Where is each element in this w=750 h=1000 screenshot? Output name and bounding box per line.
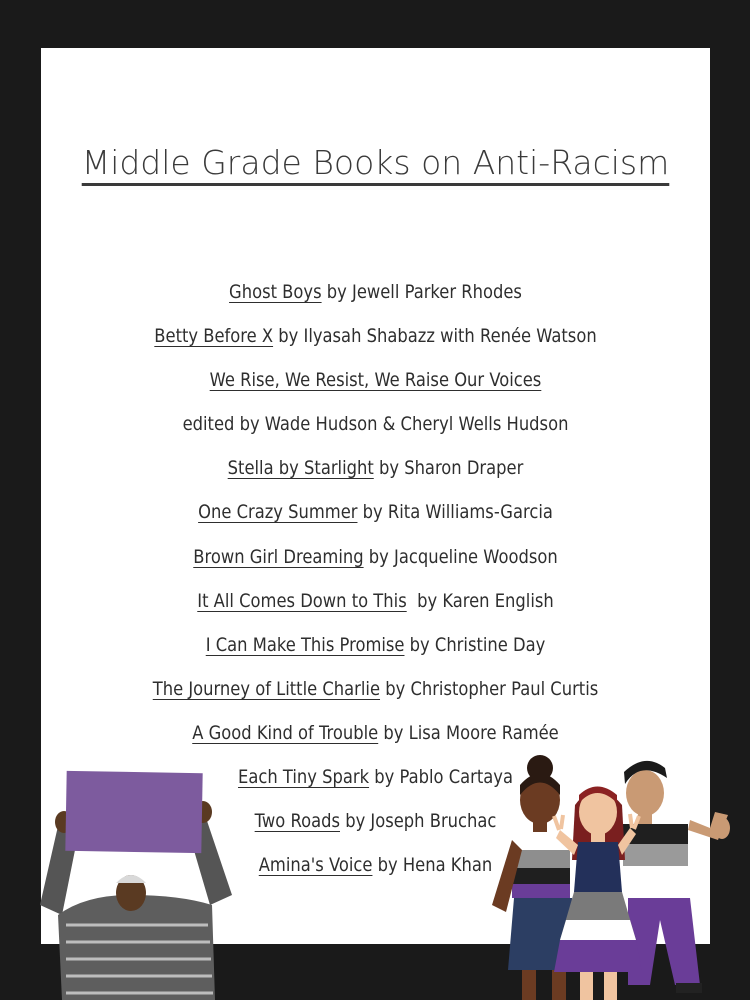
- book-author: by Jewell Parker Rhodes: [321, 281, 522, 303]
- poster-title: Middle Grade Books on Anti-Racism: [81, 143, 670, 182]
- book-author: by Christine Day: [404, 633, 546, 656]
- book-author: by Ilyasah Shabazz with Renée Watson: [273, 325, 597, 348]
- book-title: Ghost Boys: [229, 281, 322, 303]
- book-title: The Journey of Little Charlie: [152, 677, 381, 700]
- book-author: by Hena Khan: [372, 854, 493, 877]
- book-title: We Rise, We Resist, We Raise Our Voices: [209, 369, 542, 392]
- book-title: One Crazy Summer: [198, 501, 358, 524]
- group-figures: [492, 755, 730, 1000]
- book-author: by Lisa Moore Ramée: [378, 721, 559, 744]
- book-title: It All Comes Down to This: [197, 589, 407, 612]
- book-title: Each Tiny Spark: [238, 766, 370, 789]
- book-author: by Jacqueline Woodson: [363, 545, 558, 568]
- protester-figure: [40, 771, 232, 1000]
- book-title: I Can Make This Promise: [205, 633, 405, 656]
- protest-sign: [65, 771, 202, 853]
- book-title: Stella by Starlight: [227, 457, 374, 480]
- book-title: Two Roads: [254, 810, 340, 833]
- book-author: by Joseph Bruchac: [339, 810, 497, 833]
- book-editors: edited by Wade Hudson & Cheryl Wells Hudson: [182, 413, 569, 436]
- book-author: by Rita Williams-Garcia: [357, 501, 553, 524]
- book-title: Brown Girl Dreaming: [193, 545, 364, 568]
- book-title: Betty Before X: [154, 325, 274, 348]
- book-title: A Good Kind of Trouble: [192, 721, 379, 744]
- book-author: by Christopher Paul Curtis: [380, 677, 599, 700]
- book-title: Amina's Voice: [258, 854, 373, 877]
- book-author: by Pablo Cartaya: [369, 766, 513, 789]
- book-author: by Sharon Draper: [373, 457, 524, 480]
- book-author: by Karen English: [406, 589, 554, 612]
